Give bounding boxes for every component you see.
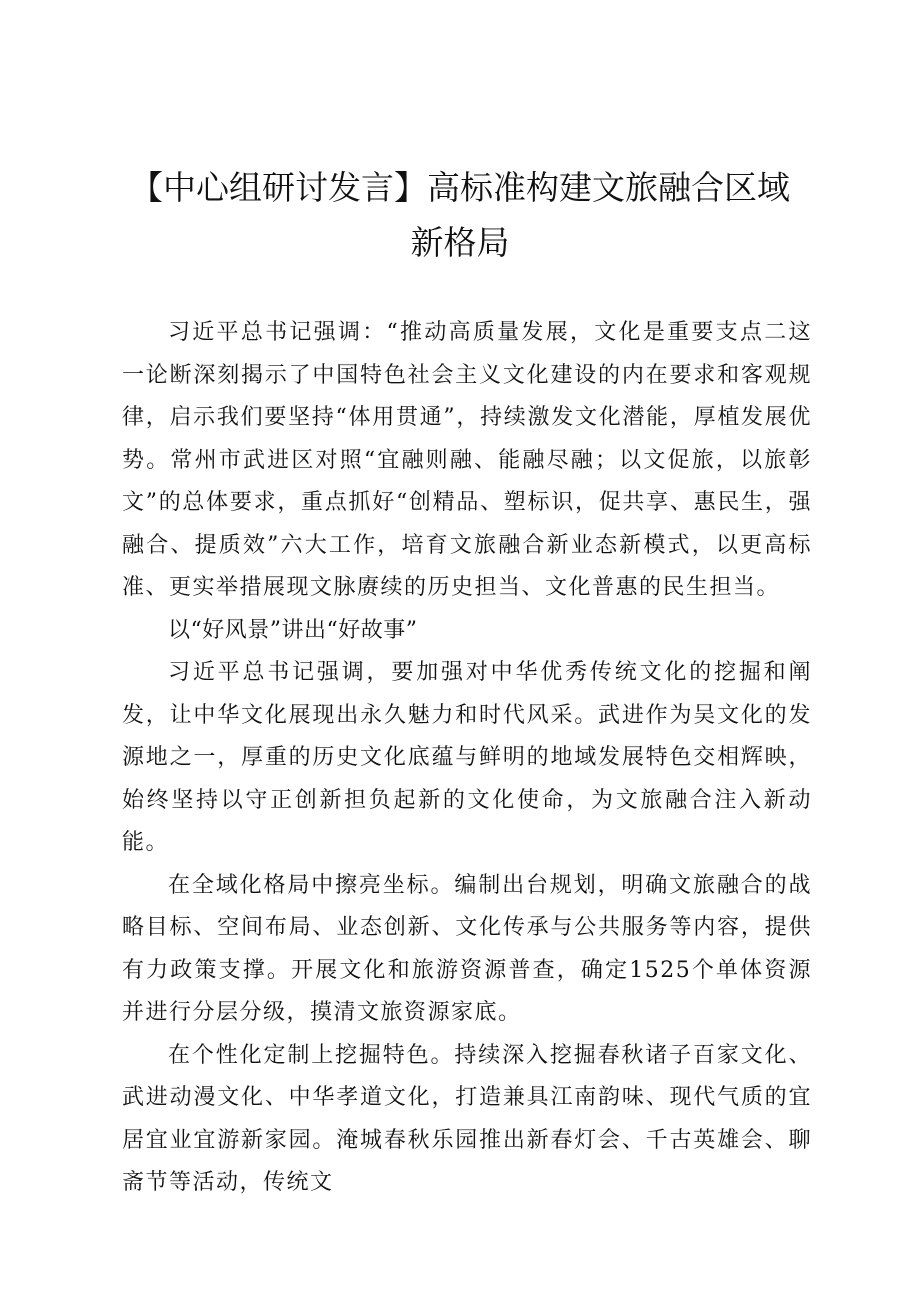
paragraph-customization: 在个性化定制上挖掘特色。持续深入挖掘春秋诸子百家文化、武进动漫文化、中华孝道文化，打造兼具江南韵味、现代气质的宜居宜业宜游新家园。淹城春秋乐园推出新春灯会、千古英雄会、聊斋节等活动，传统文	[122, 1042, 812, 1195]
paragraph-global-layout: 在全域化格局中擦亮坐标。编制出台规划，明确文旅融合的战略目标、空间布局、业态创新、文化传承与公共服务等内容，提供有力政策支撑。开展文化和旅游资源普查，确定1525个单体资源并进行分层分级，摸清文旅资源家底。	[122, 872, 812, 1025]
section-heading: 以“好风景”讲出“好故事”	[168, 617, 418, 643]
title-line-2: 新格局	[410, 223, 510, 262]
title-line-1: 【中心组研讨发言】高标准构建文旅融合区域	[130, 168, 790, 207]
paragraph-intro: 习近平总书记强调：“推动高质量发展，文化是重要支点二这一论断深刻揭示了中国特色社会主义文化建设的内在要求和客观规律，启示我们要坚持“体用贯通”，持续激发文化潜能，厚植发展优势。常州市武进区对照“宜融则融、能融尽融；以文促旅，以旅彰文”的总体要求，重点抓好“创精品、塑标识，促共享、惠民生，强融合、提质效”六大工作，培育文旅融合新业态新模式，以更高标准、更实举措展现文脉赓续的历史担当、文化普惠的民生担当。	[122, 320, 812, 600]
document-title	[100, 160, 820, 270]
document-body	[122, 312, 812, 1205]
paragraph-heritage: 习近平总书记强调，要加强对中华优秀传统文化的挖掘和阐发，让中华文化展现出永久魅力和时代风采。武进作为吴文化的发源地之一，厚重的历史文化底蕴与鲜明的地域发展特色交相辉映，始终坚持以守正创新担负起新的文化使命，为文旅融合注入新动能。	[122, 660, 812, 855]
